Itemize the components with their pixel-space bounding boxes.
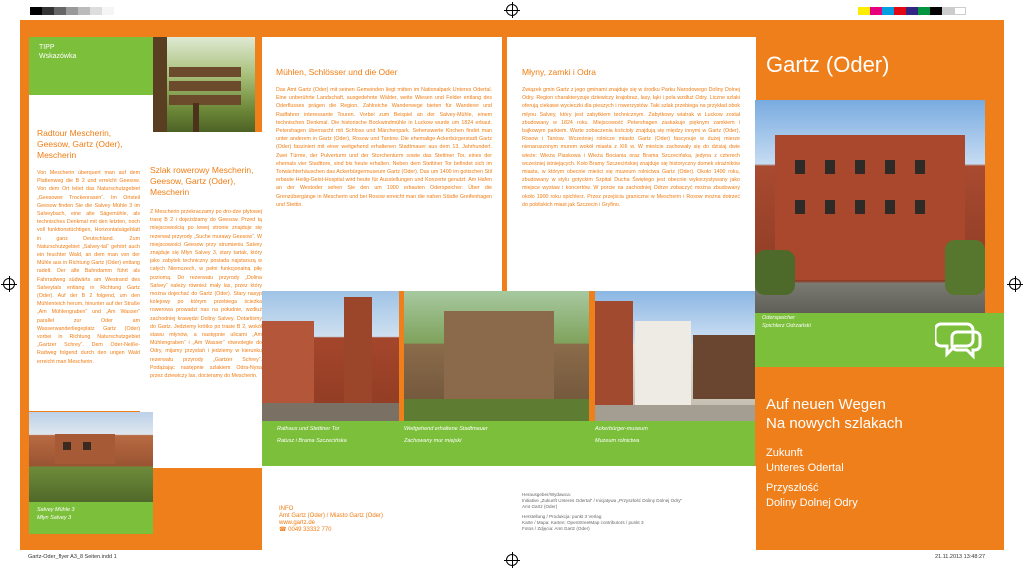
panel4-heading: Młyny, zamki i Odra bbox=[522, 67, 596, 77]
salvey-caption-de: Salvey Mühle 3 bbox=[37, 507, 75, 513]
caption-3-pl: Muzeum rolnictwa bbox=[595, 438, 640, 444]
initiative-de-line1: Zukunft bbox=[766, 447, 803, 459]
info-website: www.gartz.de bbox=[279, 520, 316, 526]
oderspeicher-photo bbox=[755, 100, 985, 313]
caption-1 bbox=[277, 425, 387, 445]
slogan-de: Auf neuen Wegen bbox=[766, 396, 886, 413]
registration-mark-left bbox=[3, 278, 15, 290]
print-date-slug: 21.11.2013 13:48:27 bbox=[935, 554, 986, 560]
info-block bbox=[279, 506, 479, 534]
oderspeicher-caption-pl: Spichlerz Odrzański bbox=[762, 323, 811, 329]
print-file-slug: Gartz-Oder_flyer A3_8 Seiten.indd 1 bbox=[28, 554, 117, 560]
registration-mark-right bbox=[1009, 278, 1021, 290]
tip-title: TIPP bbox=[39, 44, 55, 51]
cover-title: Gartz (Oder) bbox=[766, 52, 890, 77]
initiative-de-line2: Unteres Odertal bbox=[766, 462, 844, 474]
slogan bbox=[766, 395, 986, 433]
credit-line: Fotos / Zdjęcia: Amt Gartz (Oder) bbox=[522, 526, 590, 532]
tip-box bbox=[29, 37, 153, 95]
panel2-heading: Szlak rowerowy Mescherin, Geesow, Gartz (Oder), Mescherin bbox=[150, 165, 254, 197]
panel1-body: Von Mescherin überquert man auf dem Plattenweg die B 2 und erreicht Geesow. Von dem Ort leitet das Naturschutzgebiet „Geesower Trockenrasen“. Im Ortsteil Geesow finden Sie die Salvey Mühle 3 im Salveybach, eine alte Sägemühle, als technisches Denkmal mit den letzten, noch voll funktionstüchtigen, Horizontalsägeblatt in ganz Deutschland. Zum Naturschutzgebiet „Salvey-tal“ gehört auch ein feuchter Wald, an dem man von der Mühle aus in Richtung Gartz (Oder) entlang radelt. Der alte Bahndamm führt als Fahrradweg südwärts am Westrand des Salveytals entlang in Richtung Gartz (Oder). Auf der B 2 folgend, um den Mühlenteich herum, hinunter auf der Straße „Am Mühlengraben“ und „Am Wasser“ parallel zur Oder am Wasserwanderliegeplatz Gartz (Oder) vorbei in Richtung Naturschutzgebiet „Gartzer Schrey“. Dem Oder-Neiße-Radweg folgend durch den urigen Wald erreicht man Mescherin. bbox=[37, 170, 140, 365]
initiative-pl-line2: Doliny Dolnej Odry bbox=[766, 497, 858, 509]
slogan-pl: Na nowych szlakach bbox=[766, 415, 903, 432]
caption-1-de: Rathaus und Stettiner Tor bbox=[277, 426, 340, 432]
caption-2-de: Weitgehend erhaltene Stadtmauer bbox=[404, 426, 488, 432]
credit-line: Herausgeber/Wydawca: bbox=[522, 492, 571, 497]
museum-photo bbox=[595, 291, 755, 421]
info-line1: Amt Gartz (Oder) / Miasto Gartz (Oder) bbox=[279, 513, 384, 519]
caption-2-pl: Zachowany mur miejski bbox=[404, 438, 462, 444]
registration-mark-bottom bbox=[506, 554, 518, 566]
city-wall-photo bbox=[404, 291, 589, 421]
salvey-caption-box bbox=[29, 502, 153, 534]
credit-line: Herstellung / Produkcja: punkt 3 Verlag bbox=[522, 513, 602, 519]
initiative-pl-line1: Przyszłość bbox=[766, 482, 819, 494]
salvey-mill-photo bbox=[29, 412, 153, 502]
registration-mark-top bbox=[506, 4, 518, 16]
town-hall-photo bbox=[262, 291, 399, 421]
credit-line: Initiative „Zukunft Unteres Odertal“ / Inicjatywa „Przyszłość Doliny Dolnej Odry“ bbox=[522, 498, 683, 504]
caption-1-pl: Ratusz i Brama Szczecińska bbox=[277, 438, 347, 444]
panel4-body: Związek gmin Gartz z jego gminami znajduje się w środku Parku Narodowego Doliny Dolnej Odry. Region charakteryzuje dziewiczy krajobraz, lasy, łąki i pola wzdłuż Odry. Liczne szlaki oferują ciekawe wycieczki dla pieszych i rowerzystów. Taki szlak przebiega na przykład obok młynu Salvey, który jest zabytkiem technicznym. Zabytkowy wiatrak w Luckow został zbudowany w 1824 roku. Miejscowość Petershagen zaskakuje pięknym zamkiem i bajkowym parkiem. Warte zobaczenia kościoły znajdują się między innymi w Gartz (Oder), Rosow i Tantow. Wcześniej rolnicze miasto Gartz (Oder) fascynuje w dużej mierze nienaruszonym murem wokół miasta z XIII w. W mieście zachowały się do dzisiaj dwie wieże: Wieża Piaskowa i Wieża Bociania oraz Brama Szczecińska, jedyna z czterech wcześniej istniejących. Koło Bramy Szczecińskiej znajduje się historyczny domek strażników miasta, w którym obecnie mieści się muzeum rolnictwa Gartz (Oder). Około 1400 roku, zbudowany w stylu gotyckim Szpital Ducha Świętego jest obecnie wykorzystywany jako miejsce wystaw i koncertów. W porcie na zachodniej Odrze zobaczyć można zbudowany około 1900 roku spichlerz. Przez przejścia graniczne w Mescherin i Rosow można dotrzeć do pobliskich miast jak Szczecin i Gryfino. bbox=[522, 87, 740, 208]
caption-3-de: Ackerbürger-museum bbox=[595, 426, 648, 432]
panel1-heading: Radtour Mescherin, Geesow, Gartz (Oder), Mescherin bbox=[37, 128, 123, 160]
speech-bubble-logo-icon bbox=[935, 320, 983, 360]
caption-3 bbox=[595, 425, 705, 445]
credit-line: Karte / Mapa: Karten: OpenStreetMap contributors / punkt 3 bbox=[522, 519, 644, 525]
sign-photo bbox=[153, 37, 255, 132]
initiative-pl bbox=[766, 481, 966, 511]
oderspeicher-caption bbox=[762, 314, 862, 330]
salvey-caption-pl: Młyn Salvey 3 bbox=[37, 515, 72, 521]
panel3-heading: Mühlen, Schlösser und die Oder bbox=[276, 67, 398, 77]
info-label: INFO bbox=[279, 506, 294, 512]
credits-block bbox=[522, 492, 750, 532]
info-phone: ☎ 0049 33332 770 bbox=[279, 527, 332, 533]
tip-subtitle: Wskazówka bbox=[39, 53, 77, 60]
initiative-de bbox=[766, 446, 966, 476]
panel2-body: Z Mescherin przekraczamy po dro-dze płytowej trasę B 2 i dojeżdżamy do Geesow. Przed tą miejscowością po lewej stronie znajduje się rezerwat przyrody „Suche murawy Geesow“. W miejscowości Geesow przy strumieniu Salvey znajduje się Młyn Salvey 3, stary tartak, który jako zabytek techniczny posiada najstarszą w całych Niemczech, w pełni funkcjonalną piłę poziomą. Do rezerwatu przyrody „Dolina Salvey“ należy również mały las, przez który można dojechać do Gartz (Oder). Stary nasyp kolejowy po którym przebiega ścieżka rowerowa prowadzi nas na południe, wzdłuż zachodniej krawędzi Doliny Salvey. Dotarliśmy do Gartz. Jedziemy krótko po trasie B 2, wokół stawu młynów, a następnie ulicami „Am Mühlengraben“ i „Am Wasser“ równolegle do Odry, mijamy przystań i jedziemy w kierunku rezerwatu przyrody „Gartzer Schrey“. Podążając następnie szlakiem Odra-Nysa przez dziewiczy las, docieramy do Mescherin. bbox=[150, 209, 262, 380]
caption-2 bbox=[404, 425, 514, 445]
panel3-body: Das Amt Gartz (Oder) mit seinen Gemeinden liegt mitten im Nationalpark Unteres Odertal. Eine unberührte Landschaft, ausgedehnte Wälder, weite Wiesen und Felder entlang des Oderflusses prägen die Region. Zahlreiche Wanderwege bieten für Wanderer und Radfahrer interessante Touren. Vorbei zum Beispiel an der Salvey-Mühle, einem technischen Denkmal. Die historische Bockwindmühle in Luckow wurde um 1824 erbaut. Petershagen überrascht mit Schloss und Märchenpark. Sehenswerte Kirchen findet man unter anderem in Gartz (Oder), Rosow und Tantow. Die ehemalige Ackerbürgerstadt Gartz (Oder) fasziniert mit einer weitgehend erhaltenen Stadtmauer aus dem 13. Jahrhundert. Zwei Türme, der Pulverturm und der Storchenturm sowie das Stettiner Tor, eines der ehemals vier Stadttore, sind bis heute erhalten. Neben dem Stettiner Tor befindet sich im Torwächterhäuschen das Ackerbürgermuseum Gartz (Oder). Das um 1400 im gotischen Stil erbaute Heilig-Geist-Hospital wird heute für Ausstellungen und Konzerte genutzt. Am Hafen an der Westoder sehen Sie den um 1900 erbauten Oderspeicher. Über die Grenzübergänge in Mescherin und bei Rosow erreicht man die nahen Städte Greifenhagen und Stettin. bbox=[276, 87, 492, 208]
oderspeicher-caption-de: Oderspeicher bbox=[762, 315, 796, 321]
credit-line: Amt Gartz (Oder) bbox=[522, 504, 558, 510]
color-bar-right bbox=[858, 7, 1008, 16]
color-bar-left bbox=[30, 7, 125, 16]
